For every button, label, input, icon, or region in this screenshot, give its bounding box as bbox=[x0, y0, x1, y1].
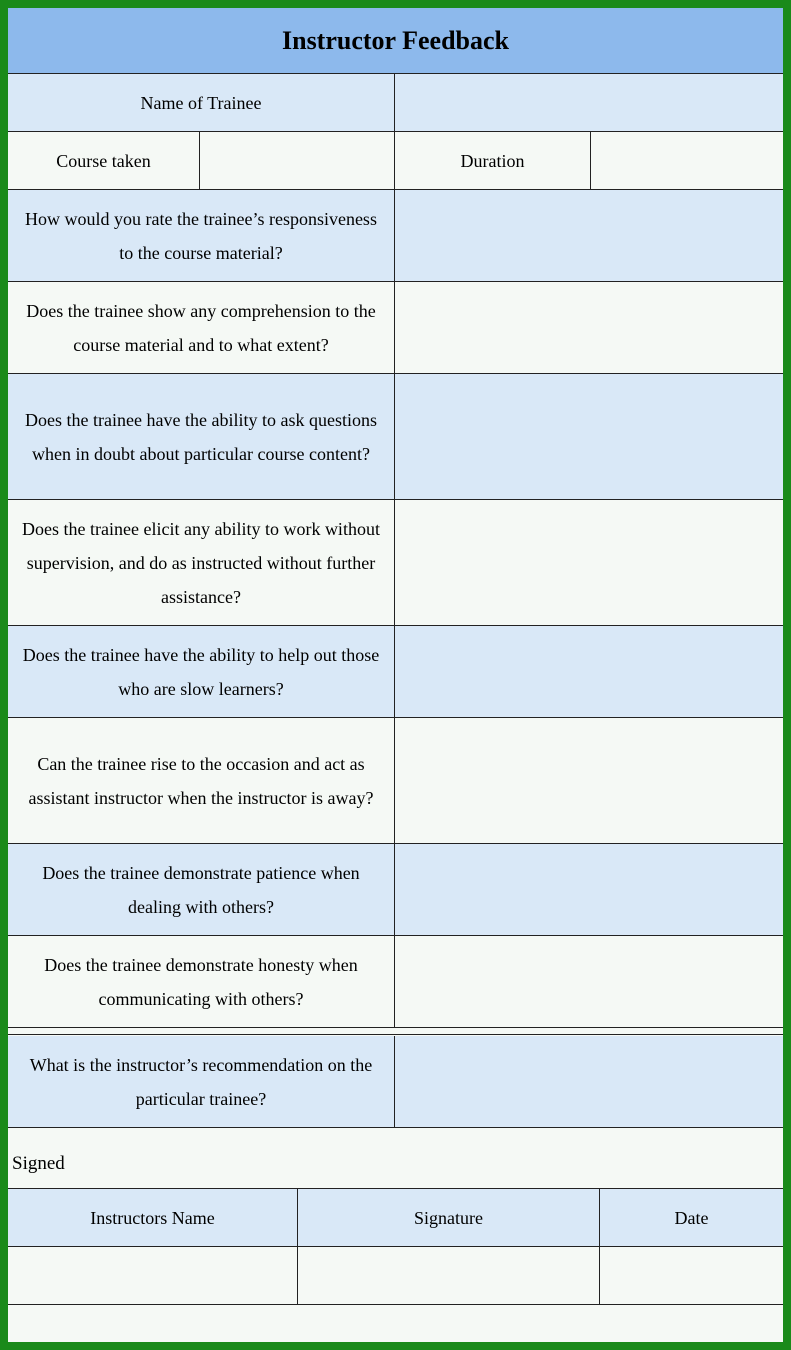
question-row bbox=[8, 282, 783, 374]
date-field[interactable] bbox=[600, 1247, 783, 1305]
course-field[interactable] bbox=[200, 132, 395, 190]
question-text: Does the trainee show any comprehension to the course material and to what extent? bbox=[8, 282, 395, 374]
form-title: Instructor Feedback bbox=[8, 8, 783, 74]
question-row bbox=[8, 718, 783, 844]
name-field[interactable] bbox=[395, 74, 783, 132]
question-text: Does the trainee demonstrate honesty when communicating with others? bbox=[8, 936, 395, 1028]
instructors-name-field[interactable] bbox=[8, 1247, 298, 1305]
course-row bbox=[8, 132, 783, 190]
recommendation-row bbox=[8, 1036, 783, 1128]
name-label: Name of Trainee bbox=[8, 74, 395, 132]
question-row bbox=[8, 190, 783, 282]
signature-header: Signature bbox=[298, 1189, 600, 1247]
question-text: Does the trainee have the ability to help out those who are slow learners? bbox=[8, 626, 395, 718]
double-divider bbox=[8, 1034, 783, 1035]
answer-field[interactable] bbox=[395, 626, 783, 718]
question-row bbox=[8, 936, 783, 1028]
instructors-name-header: Instructors Name bbox=[8, 1189, 298, 1247]
sign-entry-row bbox=[8, 1247, 783, 1305]
question-row bbox=[8, 500, 783, 626]
question-text: How would you rate the trainee’s responsiveness to the course material? bbox=[8, 190, 395, 282]
duration-label: Duration bbox=[395, 132, 591, 190]
answer-field[interactable] bbox=[395, 936, 783, 1028]
date-header: Date bbox=[600, 1189, 783, 1247]
question-text: What is the instructor’s recommendation on the particular trainee? bbox=[8, 1036, 395, 1128]
name-row bbox=[8, 74, 783, 132]
signature-field[interactable] bbox=[298, 1247, 600, 1305]
question-row bbox=[8, 844, 783, 936]
question-row bbox=[8, 626, 783, 718]
question-text: Can the trainee rise to the occasion and act as assistant instructor when the instructor is away? bbox=[8, 718, 395, 844]
answer-field[interactable] bbox=[395, 190, 783, 282]
question-text: Does the trainee demonstrate patience when dealing with others? bbox=[8, 844, 395, 936]
form-frame bbox=[8, 8, 783, 1342]
answer-field[interactable] bbox=[395, 718, 783, 844]
question-row bbox=[8, 374, 783, 500]
question-text: Does the trainee have the ability to ask questions when in doubt about particular course content? bbox=[8, 374, 395, 500]
duration-field[interactable] bbox=[591, 132, 783, 190]
signed-label: Signed bbox=[8, 1128, 783, 1189]
answer-field[interactable] bbox=[395, 844, 783, 936]
question-text: Does the trainee elicit any ability to work without supervision, and do as instructed without further assistance? bbox=[8, 500, 395, 626]
answer-field[interactable] bbox=[395, 1036, 783, 1128]
course-label: Course taken bbox=[8, 132, 200, 190]
sign-header-row bbox=[8, 1189, 783, 1247]
answer-field[interactable] bbox=[395, 374, 783, 500]
answer-field[interactable] bbox=[395, 282, 783, 374]
answer-field[interactable] bbox=[395, 500, 783, 626]
